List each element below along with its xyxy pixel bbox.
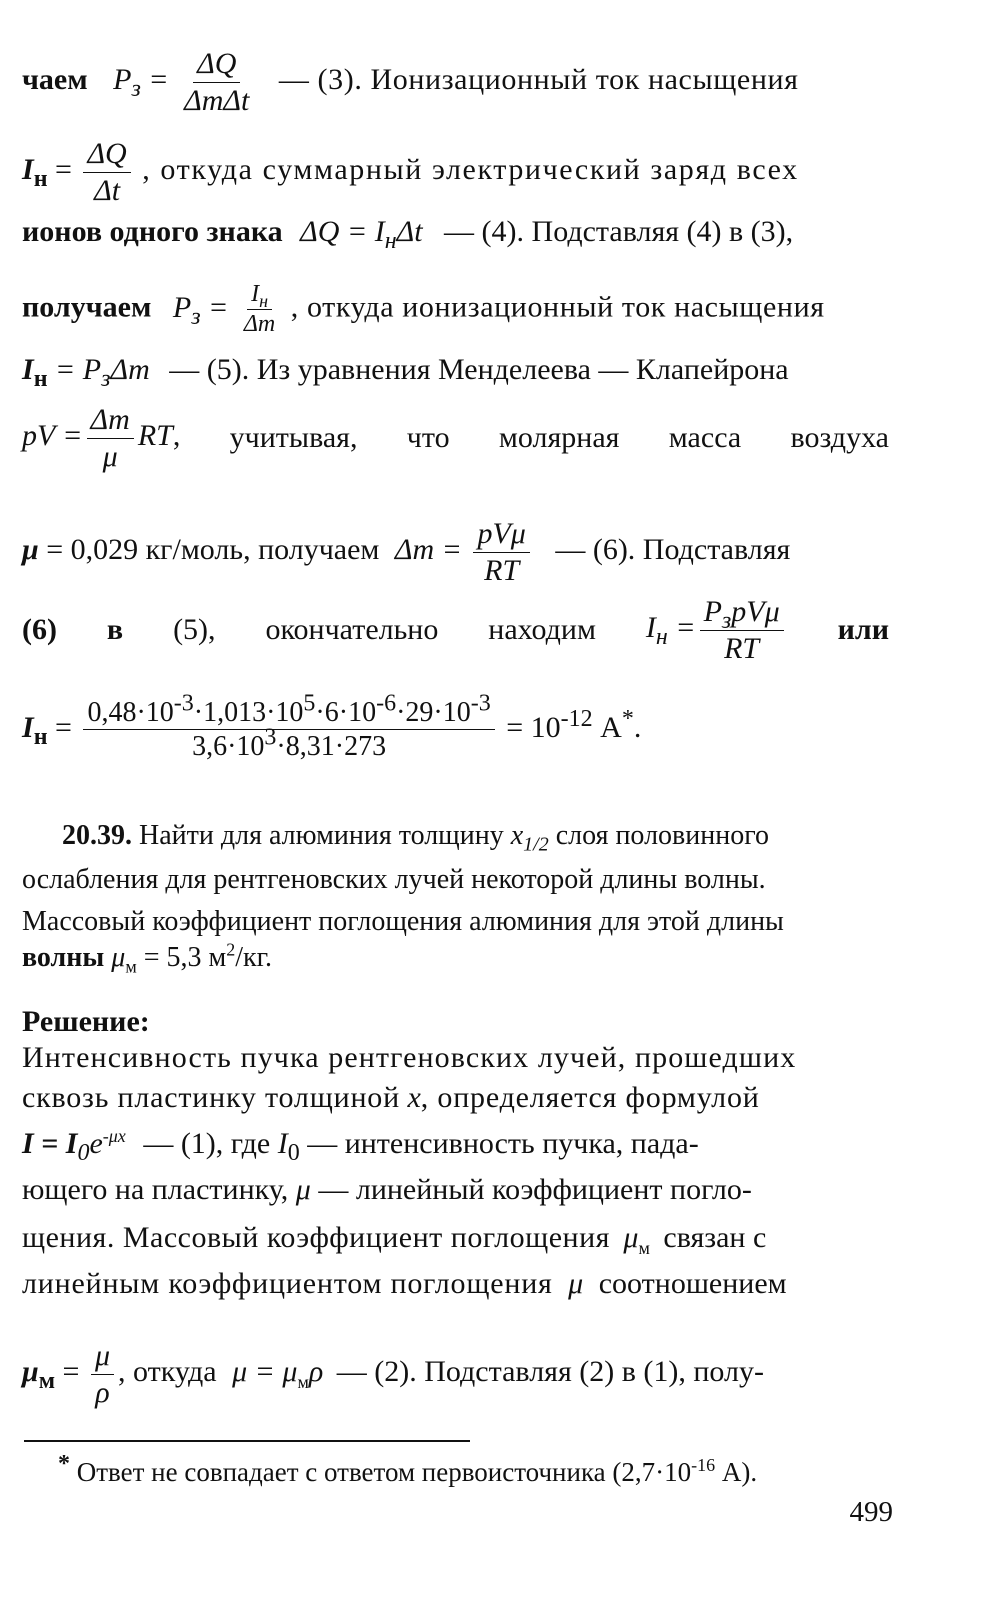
text-run: = 5,3 м: [136, 942, 227, 973]
fraction: [87, 404, 134, 472]
text-run: — (4). Подставляя (4) в (3),: [444, 215, 794, 248]
subscript: з: [191, 303, 201, 330]
formula: [172, 290, 229, 330]
subscript: н: [384, 228, 397, 254]
denominator: $3,6\cdot 10^3\cdot 8,31\cdot 273$: [192, 725, 387, 763]
math-symbol: μ: [623, 1221, 639, 1254]
text-run: учитывая,: [229, 421, 358, 454]
problem-statement: [62, 814, 889, 858]
text-run: ослабления для рентгеновских лучей некоторой длины волны.: [22, 864, 766, 895]
text-run: = 0,029 кг/моль, получаем: [38, 532, 380, 566]
math-symbol: P: [172, 290, 192, 324]
subscript: м: [125, 956, 137, 977]
subscript: м: [38, 1367, 56, 1394]
text-line: [22, 1036, 889, 1080]
text-line: [22, 47, 889, 117]
footnote-marker: *: [58, 1451, 70, 1477]
math-symbol: μ: [111, 942, 126, 973]
math-symbol: μ: [295, 1173, 311, 1206]
footnote-divider: [24, 1440, 470, 1442]
text-run: , откуда суммарный электрический заряд всех: [142, 152, 799, 186]
math-symbol: e: [89, 1127, 103, 1160]
denominator: RT: [724, 631, 760, 665]
text-line: [22, 1339, 889, 1409]
text-run: сквозь пластинку толщиной: [22, 1081, 400, 1114]
math-symbol: ρ: [308, 1354, 324, 1388]
footnote: [58, 1452, 757, 1492]
numerator: μ: [91, 1340, 114, 1375]
text-line: [22, 690, 889, 763]
math-symbol: =: [140, 62, 169, 96]
subscript: н: [655, 623, 668, 650]
formula: [113, 62, 169, 102]
subscript: н: [33, 723, 48, 750]
fraction: [83, 690, 494, 763]
numerator: pVμ: [473, 518, 529, 553]
text-run: щения. Массовый коэффициент поглощения: [22, 1221, 610, 1254]
denominator: Δm: [243, 311, 276, 338]
text-run: — (3). Ионизационный ток насыщения: [278, 62, 799, 96]
text-line: [22, 936, 889, 980]
solution-heading: Решение:: [22, 1005, 150, 1038]
text-run: — (5). Из уравнения Менделеева — Клапейрона: [169, 353, 789, 386]
subscript: м: [638, 1238, 650, 1258]
text-run: — интенсивность пучка, пада-: [307, 1127, 699, 1160]
subscript: м: [297, 1371, 309, 1392]
numerator: P: [703, 595, 722, 628]
math-symbol: Δt: [396, 215, 423, 248]
text-line: [22, 595, 889, 665]
math-symbol: μ: [22, 1354, 39, 1388]
footnote-marker: *: [621, 705, 634, 732]
superscript: -μx: [102, 1126, 126, 1146]
math-symbol: =: [667, 610, 696, 644]
text-run: линейным коэффициентом поглощения: [22, 1267, 553, 1300]
denominator: ρ: [95, 1375, 110, 1409]
math-symbol: =: [55, 1354, 80, 1388]
text-line: [22, 348, 889, 392]
math-symbol: pV =: [22, 418, 83, 452]
fraction: [91, 1340, 114, 1408]
denominator: Δt: [94, 173, 121, 207]
problem-number: 20.39.: [62, 820, 132, 851]
subscript: 0: [287, 1140, 300, 1166]
math-symbol: =: [47, 152, 72, 186]
math-symbol: x: [407, 1081, 421, 1114]
text-run: ионов одного знака: [22, 215, 283, 248]
text-run: находим: [488, 613, 596, 646]
text-run: Интенсивность пучка рентгеновских лучей, прошедших: [22, 1041, 797, 1074]
denominator: ΔmΔt: [184, 83, 250, 117]
formula: [300, 215, 423, 254]
denominator: RT: [484, 553, 520, 587]
fraction: [700, 596, 784, 664]
text-run: , откуда ионизационный ток насыщения: [290, 290, 825, 324]
fraction: [180, 48, 253, 116]
denominator: μ: [102, 439, 118, 473]
text-run: (6): [22, 613, 57, 646]
math-symbol: Δm =: [394, 532, 462, 566]
text-run: (5),: [173, 613, 216, 646]
numerator: pVμ: [731, 595, 780, 628]
text-run: молярная: [498, 421, 620, 454]
text-run: окончательно: [265, 613, 439, 646]
text-run: /кг.: [235, 942, 272, 973]
fraction: [473, 518, 529, 586]
text-line: [22, 517, 889, 587]
numerator: ΔQ: [193, 48, 240, 83]
numerator: $0,48\cdot 10^{-3}\cdot 1,013\cdot 10^5\cdot 6\cdot 10^{-6}\cdot 29\cdot 10^{-3}$: [83, 698, 494, 730]
subscript: з: [721, 608, 732, 634]
math-symbol: P: [113, 62, 132, 96]
text-line: [22, 1168, 889, 1212]
text-run: в: [106, 613, 124, 646]
numerator: Δm: [87, 404, 134, 439]
numerator: ΔQ: [83, 138, 130, 173]
math-symbol: I: [22, 710, 34, 744]
math-symbol: μ: [568, 1267, 584, 1300]
math-symbol: I: [22, 353, 34, 386]
math-symbol: μ: [22, 532, 39, 566]
subscript: 0: [77, 1140, 90, 1166]
subscript: н: [259, 290, 269, 311]
text-run: Массовый коэффициент поглощения алюминия для этой длины: [22, 906, 784, 937]
text-run: А: [592, 710, 622, 744]
formula: [22, 404, 180, 472]
subscript: з: [131, 75, 141, 102]
math-symbol: ΔQ = I: [300, 215, 385, 248]
math-symbol: RT: [137, 418, 173, 452]
text-run: , откуда: [118, 1354, 217, 1388]
text-run: что: [406, 421, 450, 454]
math-symbol: I = I: [22, 1127, 78, 1160]
math-symbol: Δm: [110, 353, 150, 386]
page-number: 499: [849, 1496, 893, 1528]
text-run: .: [633, 710, 642, 744]
text-run: соотношением: [598, 1267, 787, 1300]
text-line: [22, 1216, 889, 1260]
math-symbol: μ = μ: [232, 1354, 298, 1388]
math-symbol: =: [200, 290, 229, 324]
text-run: — (6). Подставляя: [555, 532, 791, 566]
text-run: = 10: [506, 710, 561, 744]
text-run: — (2). Подставляя (2) в (1), полу-: [336, 1354, 765, 1388]
math-symbol: x: [510, 820, 524, 851]
text-run: — линейный коэффициент погло-: [318, 1173, 752, 1206]
text-line: [22, 858, 889, 902]
math-symbol: =: [47, 710, 72, 744]
math-symbol: I: [22, 152, 34, 186]
numerator: I: [251, 281, 260, 307]
subscript: н: [33, 366, 48, 392]
superscript: -16: [691, 1455, 716, 1475]
subscript: з: [101, 366, 111, 392]
text-run: масса: [668, 421, 742, 454]
text-line: [22, 281, 889, 338]
text-line: [22, 403, 889, 473]
text-line: [22, 1122, 889, 1166]
text-run: связан с: [663, 1221, 767, 1254]
text-run: ющего на пластинку,: [22, 1173, 289, 1206]
fraction: [83, 138, 130, 206]
text-run: чаем: [22, 62, 88, 96]
text-run: или: [837, 613, 889, 646]
text-run: — (1), где: [143, 1127, 271, 1160]
text-run: слоя половинного: [555, 820, 769, 851]
superscript: 2: [226, 939, 236, 960]
text-line: [22, 1262, 889, 1306]
math-symbol: I: [277, 1127, 288, 1160]
fraction: [240, 282, 279, 337]
text-run: Найти для алюминия толщину: [139, 820, 504, 851]
math-symbol: I: [645, 610, 656, 644]
footnote-text: Ответ не совпадает с ответом первоисточника (2,7·10: [70, 1457, 692, 1487]
subscript: н: [33, 165, 48, 192]
formula: [646, 596, 788, 664]
text-run: волны: [22, 942, 105, 973]
footnote-text: А).: [715, 1457, 758, 1487]
text-run: получаем: [22, 290, 152, 324]
text-line: [22, 1076, 889, 1120]
superscript: -12: [560, 705, 593, 732]
text-run: , определяется формулой: [420, 1081, 760, 1114]
subscript: 1/2: [523, 833, 549, 856]
math-symbol: = P: [47, 353, 102, 386]
text-run: воздуха: [790, 421, 889, 454]
text-line: [22, 210, 889, 254]
text-run: ,: [172, 418, 181, 452]
